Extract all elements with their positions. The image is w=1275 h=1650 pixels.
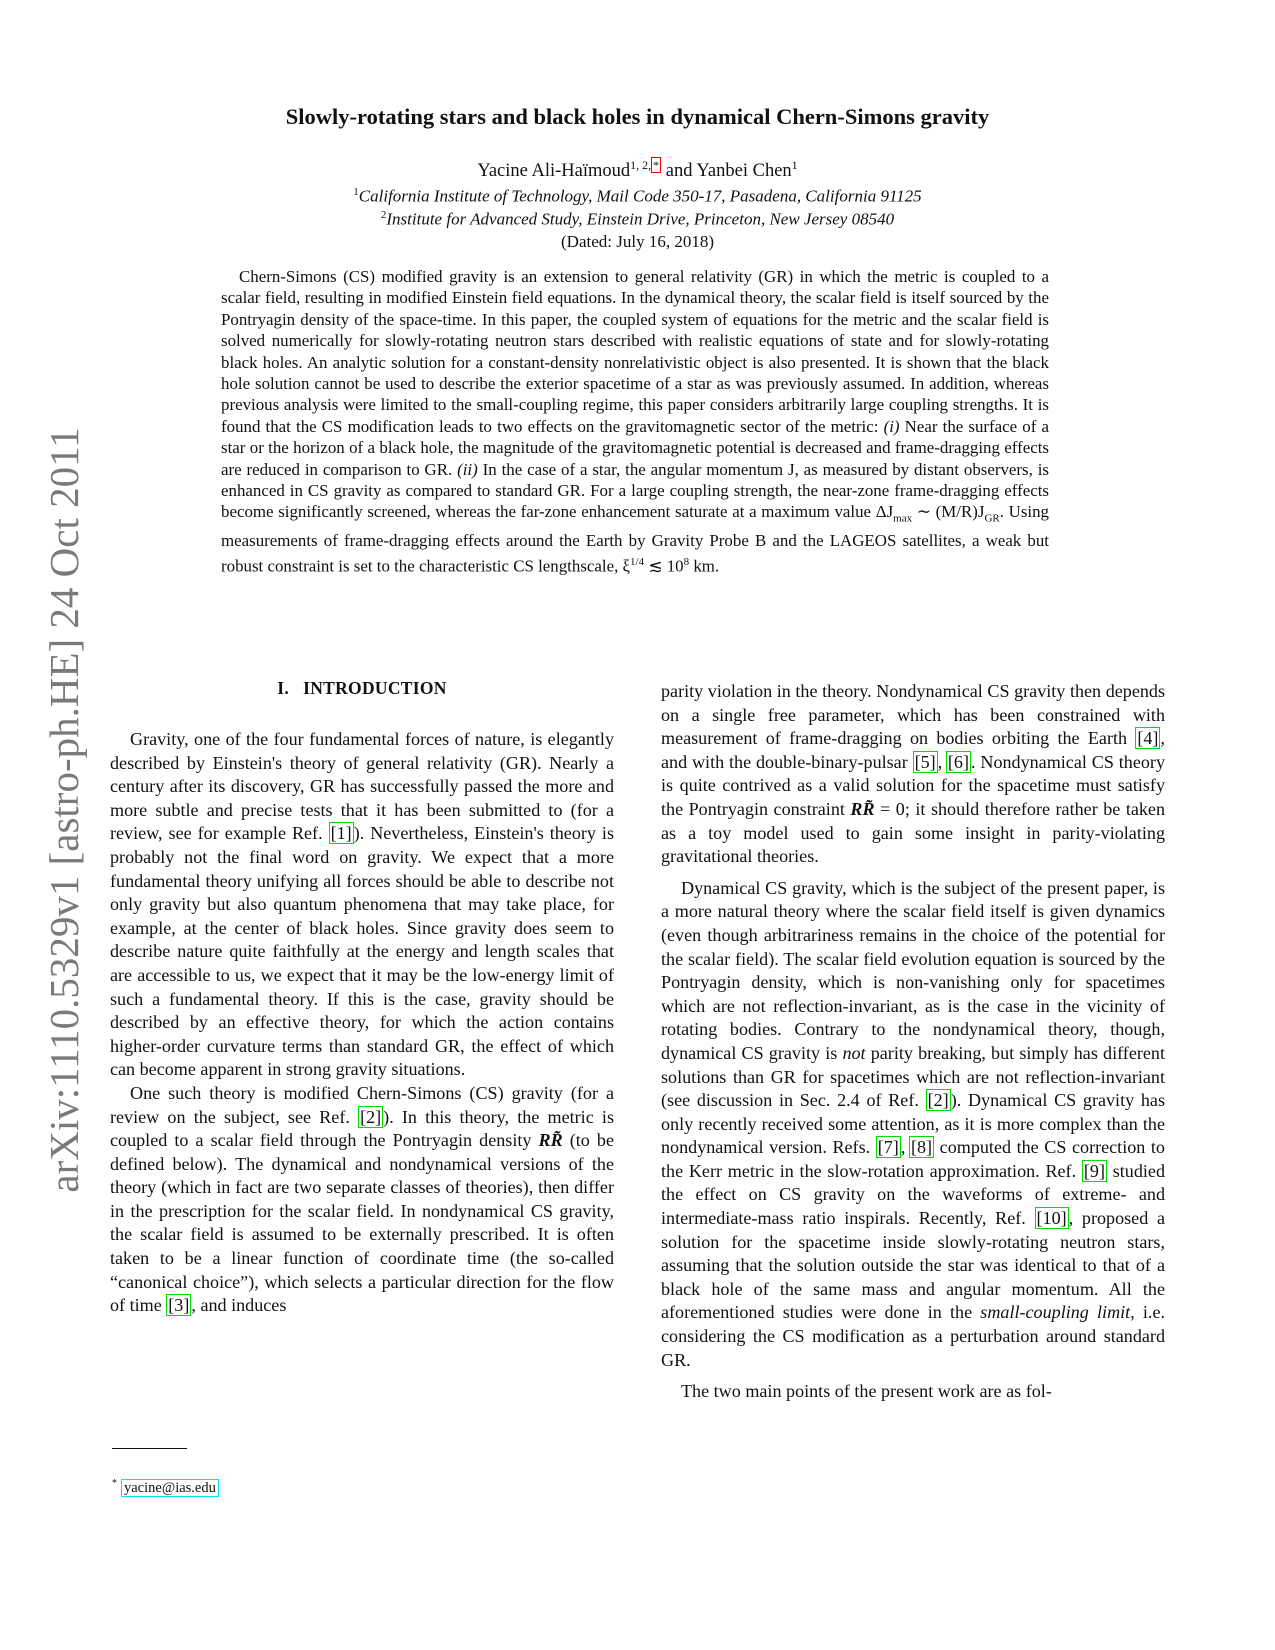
affiliation-text: Institute for Advanced Study, Einstein Drive, Princeton, New Jersey 08540	[386, 209, 895, 229]
arxiv-id: arXiv:1110.5329v1 [astro-ph.HE] 24 Oct 2011	[41, 427, 87, 1193]
paragraph: Dynamical CS gravity, which is the subject of the present paper, is a more natural theory where the scalar field itself is given dynamics (even though arbitrariness remains in the choice of the potential for the scalar field). The scalar field evolution equation is sourced by the Pontryagin density, which is non-vanishing only for spacetimes which are not reflection-invariant, as is the case in the vicinity of rotating bodies. Contrary to the nondynamical theory, though, dynamical CS gravity is not parity breaking, but simply has different solutions than GR for spacetimes which are not reflection-invariant (see discussion in Sec. 2.4 of Ref. [2] ). Dynamical CS gravity has only recently received some attention, as it is more complex than the nondynamical version. Refs. [7] , [8] computed the CS correction to the Kerr metric in the slow-rotation approximation. Ref. [9] studied the effect on CS gravity on the waveforms of extreme- and intermediate-mass ratio inspirals. Recently, Ref. [10] , proposed a solution for the spacetime inside slowly-rotating neutron stars, assuming that the solution outside the star was identical to that of a black hole of the same mass and angular momentum. All the aforementioned studies were done in the small-coupling limit, i.e. considering the CS modification as a perturbation around standard GR.	[661, 877, 1166, 1370]
paragraph: parity violation in the theory. Nondynamical CS gravity then depends on a single free parameter, which has been constrained with measurement of frame-dragging on bodies orbiting the Earth [4] , and with the double-binary-pulsar [5] , [6] . Nondynamical CS theory is quite contrived as a valid solution for the spacetime must satisfy the Pontryagin constraint RR̃ = 0; it should therefore rather be taken as a toy model used to gain some insight in parity-violating gravitational theories.	[661, 681, 1166, 867]
footnote-rule	[112, 1448, 187, 1449]
affiliation-marks: 1	[791, 158, 798, 172]
right-column	[661, 680, 1165, 1404]
citation-link[interactable]: [3]	[168, 1295, 190, 1316]
abstract: Chern-Simons (CS) modified gravity is an extension to general relativity (GR) in which the metric is coupled to a scalar field, resulting in modified Einstein field equations. In the dynamical theory, the scalar field is itself sourced by the Pontryagin density of the space-time. In this paper, the coupled system of equations for the metric and the scalar field is solved numerically for slowly-rotating neutron stars described with realistic equations of state and for slowly-rotating black holes. An analytic solution for a constant-density nonrelativistic object is also presented. It is shown that the black hole solution cannot be used to describe the exterior spacetime of a star as was previously assumed. In addition, whereas previous analysis were limited to the small-coupling regime, this paper considers arbitrarily large coupling strengths. It is found that the CS modification leads to two effects on the gravitomagnetic sector of the metric: (i) Near the surface of a star or the horizon of a black hole, the magnitude of the gravitomagnetic potential is decreased and frame-dragging effects are reduced in comparison to GR. (ii) In the case of a star, the angular momentum J, as measured by distant observers, is enhanced in CS gravity as compared to standard GR. For a large coupling strength, the near-zone frame-dragging effects become significantly screened, whereas the far-zone enhancement saturate at a maximum value $\Delta J_{max}$ ∼ $(M/R)J_{GR}$. Using measurements of frame-dragging effects around the Earth by Gravity Probe B and the LAGEOS satellites, a weak but robust constraint is set to the characteristic CS lengthscale, $\xi^{1/4}$ ≲ $10^8$ km.	[221, 267, 1049, 576]
citation-link[interactable]: [10]	[1036, 1208, 1067, 1229]
paragraph: One such theory is modified Chern-Simons (CS) gravity (for a review on the subject, see Ref. [2] ). In this theory, the metric is coupled to a scalar field through the Pontryagin density RR̃ (to be defined below). The dynamical and nondynamical versions of the theory (which in fact are two separate classes of theories), then differ in the prescription for the scalar field. In nondynamical CS gravity, the scalar field is assumed to be externally prescribed. It is often taken to be a linear function of coordinate time (the so-called “canonical choice”), which selects a particular direction for the flow of time [3] , and induces	[110, 1082, 614, 1316]
email-link[interactable]: yacine@ias.edu	[121, 1479, 219, 1497]
arxiv-sidebar-stamp	[34, 420, 94, 1200]
affiliation-mark: 2	[380, 209, 387, 221]
section-heading: I. INTRODUCTION	[277, 678, 447, 698]
author-name: Yacine Ali-Haïmoud	[477, 161, 631, 182]
footnote	[112, 1478, 219, 1497]
left-column	[110, 728, 614, 1318]
author-name: Yanbei Chen	[696, 161, 792, 182]
citation-link[interactable]: [7]	[877, 1137, 899, 1158]
date-line: (Dated: July 16, 2018)	[561, 232, 714, 251]
math-pontryagin: RR̃	[538, 1130, 563, 1151]
citation-link[interactable]: [2]	[927, 1090, 949, 1111]
paper-title: Slowly-rotating stars and black holes in dynamical Chern-Simons gravity	[285, 104, 990, 129]
citation-link[interactable]: [1]	[330, 823, 352, 844]
affiliation-mark: 1	[353, 186, 359, 198]
affiliation-2	[0, 209, 1275, 230]
affiliation-1	[0, 186, 1275, 207]
citation-link[interactable]: [9]	[1083, 1160, 1105, 1181]
citation-link[interactable]: [4]	[1137, 728, 1159, 749]
citation-link[interactable]: [6]	[947, 751, 969, 772]
affiliation-marks: 1, 2,	[630, 158, 652, 172]
citation-link[interactable]: [2]	[360, 1106, 382, 1127]
author-conjunction: and	[661, 161, 697, 182]
footnote-mark: *	[112, 1478, 117, 1489]
citation-link[interactable]: [8]	[910, 1137, 933, 1158]
math-pontryagin: RR̃	[850, 798, 875, 819]
affiliation-text: California Institute of Technology, Mail Code 350-17, Pasadena, California 91125	[358, 186, 922, 206]
paragraph: Gravity, one of the four fundamental forces of nature, is elegantly described by Einstein's theory of general relativity (GR). Nearly a century after its discovery, GR has successfully passed the more and more subtle and precise tests that it has been submitted to (for a review, see for example Ref. [1] ). Nevertheless, Einstein's theory is probably not the final word on gravity. We expect that a more fundamental theory unifying all forces should be able to describe not only gravity but also quantum phenomena that may take place, for example, at the center of black holes. Since gravity does seem to describe nature quite faithfully at the energy and length scales that are accessible to us, we expect that it may be the low-energy limit of such a fundamental theory. If this is the case, gravity should be described by an effective theory, for which the action contains higher-order curvature terms than standard GR, the effect of which can become apparent in strong gravity situations.	[110, 729, 614, 1080]
citation-link[interactable]: [5]	[914, 751, 936, 772]
author-list	[0, 158, 1275, 182]
paragraph: The two main points of the present work are as fol-	[681, 1381, 1052, 1402]
footnote-link[interactable]: *	[653, 158, 660, 172]
